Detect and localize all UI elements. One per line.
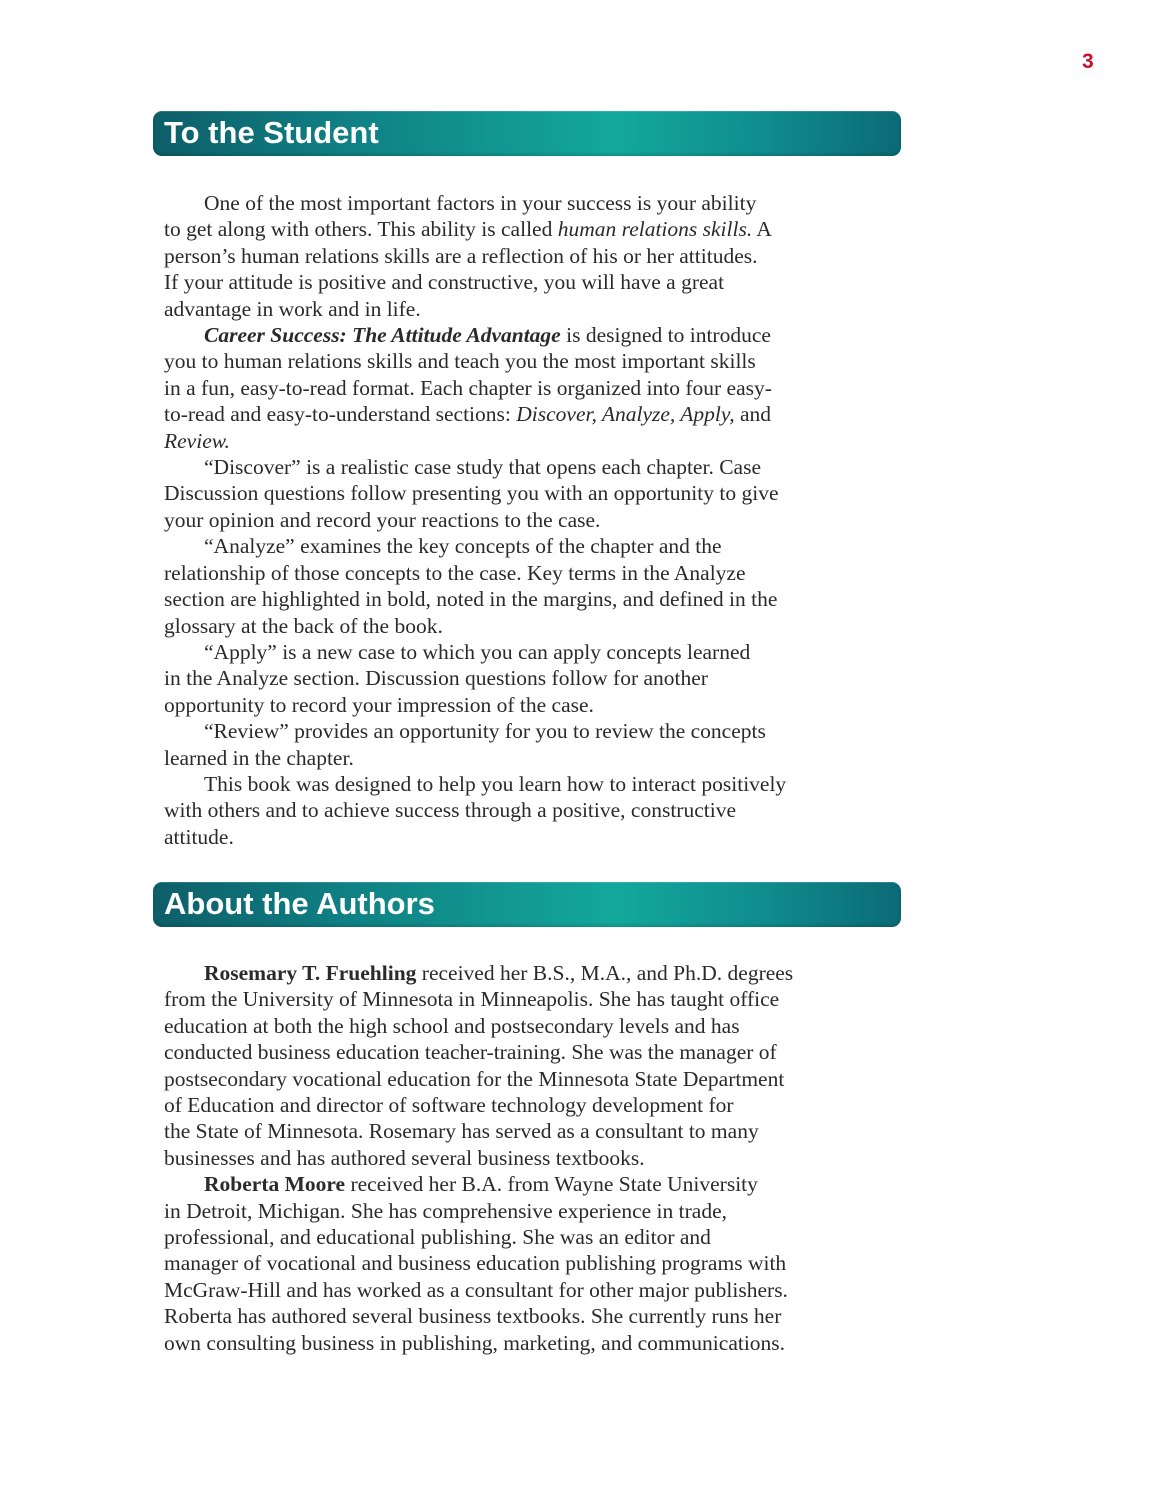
paragraph-review	[164, 718, 909, 771]
text-line: own consulting business in publishing, marketing, and communications.	[164, 1330, 786, 1355]
text-line: This book was designed to help you learn how to interact positively	[204, 771, 787, 796]
text-line: “Discover” is a realistic case study that opens each chapter. Case	[204, 455, 761, 480]
to-the-student-body	[164, 190, 909, 850]
text-line: opportunity to record your impression of the case.	[164, 692, 594, 717]
text-line: One of the most important factors in your success is your ability	[204, 191, 757, 215]
paragraph-intro	[164, 190, 909, 322]
text-line: in the Analyze section. Discussion questions follow for another	[164, 666, 708, 691]
text-line: your opinion and record your reactions to the case.	[164, 507, 601, 532]
text-line: of Education and director of software technology development for	[164, 1093, 734, 1118]
text-line: professional, and educational publishing. She was an editor and	[164, 1225, 711, 1250]
text-line	[164, 401, 909, 427]
text-line: manager of vocational and business education publishing programs with	[164, 1251, 787, 1276]
text-line: postsecondary vocational education for the Minnesota State Department	[164, 1066, 785, 1091]
text-run: is designed to introduce	[560, 323, 771, 348]
paragraph-author-moore	[164, 1171, 909, 1356]
paragraph-author-fruehling	[164, 960, 909, 1171]
section-title: To the Student	[164, 115, 379, 150]
emphasis-section-names: Discover, Analyze, Apply,	[516, 402, 735, 427]
text-line: McGraw-Hill and has worked as a consultant for other major publishers.	[164, 1277, 788, 1302]
text-line: If your attitude is positive and constructive, you will have a great	[164, 270, 725, 295]
text-run: and	[734, 402, 772, 427]
text-line: you to human relations skills and teach you the most important skills	[164, 349, 756, 374]
page-number: 3	[1082, 50, 1094, 73]
text-line: advantage in work and in life.	[164, 296, 421, 321]
author-name: Rosemary T. Fruehling	[204, 961, 417, 985]
text-run: to get along with others. This ability is called	[164, 217, 558, 242]
text-run: received her B.A. from Wayne State University	[345, 1172, 758, 1197]
text-run: A	[752, 217, 772, 242]
text-line: from the University of Minnesota in Minneapolis. She has taught office	[164, 987, 780, 1012]
text-line: conducted business education teacher-training. She was the manager of	[164, 1040, 777, 1065]
paragraph-closing	[164, 771, 909, 850]
text-run: to-read and easy-to-understand sections:	[164, 402, 517, 427]
text-line: businesses and has authored several business textbooks.	[164, 1145, 645, 1170]
text-line: Roberta has authored several business textbooks. She currently runs her	[164, 1304, 782, 1329]
text-line	[164, 960, 909, 986]
text-line: with others and to achieve success through a positive, constructive	[164, 798, 736, 823]
text-line: in Detroit, Michigan. She has comprehensive experience in trade,	[164, 1198, 727, 1223]
text-line: section are highlighted in bold, noted in the margins, and defined in the	[164, 587, 778, 612]
text-line: in a fun, easy-to-read format. Each chapter is organized into four easy-	[164, 375, 772, 400]
author-name: Roberta Moore	[204, 1172, 346, 1197]
text-line: “Analyze” examines the key concepts of the chapter and the	[204, 534, 722, 559]
text-line: glossary at the back of the book.	[164, 613, 443, 638]
section-header-to-the-student	[153, 111, 901, 156]
text-line: education at both the high school and postsecondary levels and has	[164, 1013, 740, 1038]
emphasis-human-relations-skills: human relations skills.	[557, 217, 753, 242]
text-line	[164, 428, 909, 454]
text-line: learned in the chapter.	[164, 745, 354, 770]
paragraph-book-overview	[164, 322, 909, 454]
text-line: “Apply” is a new case to which you can apply concepts learned	[204, 639, 751, 664]
paragraph-apply	[164, 639, 909, 718]
paragraph-analyze	[164, 533, 909, 639]
book-title: Career Success: The Attitude Advantage	[204, 323, 561, 348]
text-line	[164, 1171, 909, 1197]
text-line: attitude.	[164, 824, 234, 849]
section-title: About the Authors	[164, 886, 435, 921]
section-header-about-the-authors	[153, 882, 901, 927]
text-line: the State of Minnesota. Rosemary has served as a consultant to many	[164, 1119, 759, 1144]
text-line	[164, 216, 909, 242]
text-line: person’s human relations skills are a reflection of his or her attitudes.	[164, 243, 758, 268]
text-line	[164, 322, 909, 348]
paragraph-discover	[164, 454, 909, 533]
text-run: received her B.S., M.A., and Ph.D. degrees	[416, 961, 794, 985]
text-line: “Review” provides an opportunity for you to review the concepts	[204, 719, 766, 744]
text-line: Discussion questions follow presenting you with an opportunity to give	[164, 481, 779, 506]
about-the-authors-body	[164, 960, 909, 1356]
emphasis-review: Review.	[164, 428, 230, 453]
text-line: relationship of those concepts to the case. Key terms in the Analyze	[164, 560, 746, 585]
